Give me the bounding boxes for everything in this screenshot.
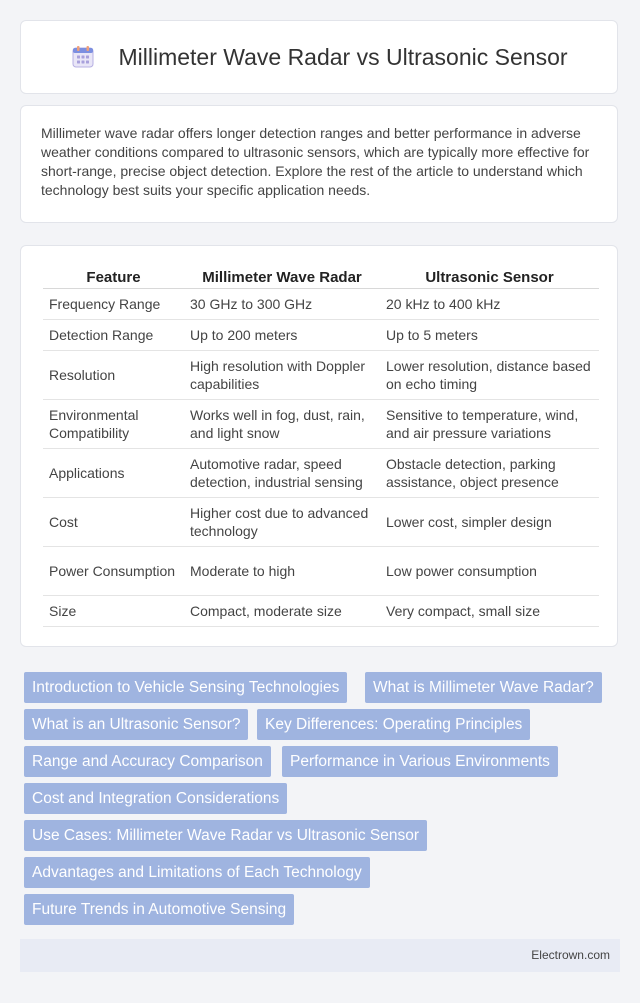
table-cell-feature: Frequency Range — [43, 289, 184, 320]
topic-link[interactable]: Cost and Integration Considerations — [24, 783, 287, 814]
table-cell-radar: Compact, moderate size — [184, 596, 380, 627]
table-cell-feature: Resolution — [43, 351, 184, 400]
footer — [20, 939, 620, 972]
table-row — [43, 596, 599, 627]
table-cell-radar: High resolution with Doppler capabilities — [184, 351, 380, 400]
table-row — [43, 351, 599, 400]
topic-link[interactable]: Advantages and Limitations of Each Technology — [24, 857, 370, 888]
table-cell-ultrasonic: Lower resolution, distance based on echo timing — [380, 351, 599, 400]
table-cell-feature: Environmental Compatibility — [43, 400, 184, 449]
table-cell-ultrasonic: Sensitive to temperature, wind, and air pressure variations — [380, 400, 599, 449]
calendar-icon — [70, 44, 96, 70]
table-cell-feature: Power Consumption — [43, 547, 184, 596]
table-header-row — [43, 262, 599, 289]
topic-link[interactable]: Introduction to Vehicle Sensing Technologies — [24, 672, 347, 703]
topic-link[interactable]: Range and Accuracy Comparison — [24, 746, 271, 777]
table-cell-ultrasonic: Up to 5 meters — [380, 320, 599, 351]
table-cell-ultrasonic: Very compact, small size — [380, 596, 599, 627]
intro-paragraph: Millimeter wave radar offers longer detection ranges and better performance in adverse weather conditions compared to ultrasonic sensors, which are typically more effective for short-range, precise object detection. Explore the rest of the article to understand which technology best suits your specific application needs. — [41, 125, 590, 198]
column-header-ultrasonic: Ultrasonic Sensor — [380, 262, 599, 289]
footer-site-name: Electrown.com — [531, 948, 610, 962]
table-cell-ultrasonic: Low power consumption — [380, 547, 599, 596]
topic-link[interactable]: Use Cases: Millimeter Wave Radar vs Ultrasonic Sensor — [24, 820, 427, 851]
table-cell-ultrasonic: 20 kHz to 400 kHz — [380, 289, 599, 320]
page-title — [70, 44, 567, 71]
table-row — [43, 547, 599, 596]
table-row — [43, 400, 599, 449]
table-row — [43, 498, 599, 547]
table-row — [43, 320, 599, 351]
comparison-table — [43, 262, 599, 627]
comparison-card — [20, 245, 618, 647]
topic-link[interactable]: What is an Ultrasonic Sensor? — [24, 709, 248, 740]
table-cell-ultrasonic: Obstacle detection, parking assistance, object presence — [380, 449, 599, 498]
table-cell-feature: Detection Range — [43, 320, 184, 351]
table-cell-radar: Up to 200 meters — [184, 320, 380, 351]
table-cell-radar: Works well in fog, dust, rain, and light snow — [184, 400, 380, 449]
topic-link[interactable]: What is Millimeter Wave Radar? — [365, 672, 602, 703]
table-row — [43, 289, 599, 320]
column-header-radar: Millimeter Wave Radar — [184, 262, 380, 289]
table-cell-radar: 30 GHz to 300 GHz — [184, 289, 380, 320]
title-card — [20, 20, 618, 94]
table-cell-radar: Moderate to high — [184, 547, 380, 596]
column-header-feature: Feature — [43, 262, 184, 289]
table-cell-ultrasonic: Lower cost, simpler design — [380, 498, 599, 547]
table-cell-feature: Cost — [43, 498, 184, 547]
table-row — [43, 449, 599, 498]
topic-link[interactable]: Future Trends in Automotive Sensing — [24, 894, 294, 925]
page-title-text: Millimeter Wave Radar vs Ultrasonic Sensor — [118, 43, 568, 70]
topic-link[interactable]: Key Differences: Operating Principles — [257, 709, 530, 740]
topic-link[interactable]: Performance in Various Environments — [282, 746, 558, 777]
table-cell-feature: Size — [43, 596, 184, 627]
table-cell-radar: Higher cost due to advanced technology — [184, 498, 380, 547]
table-cell-radar: Automotive radar, speed detection, industrial sensing — [184, 449, 380, 498]
intro-card — [20, 105, 618, 223]
table-cell-feature: Applications — [43, 449, 184, 498]
